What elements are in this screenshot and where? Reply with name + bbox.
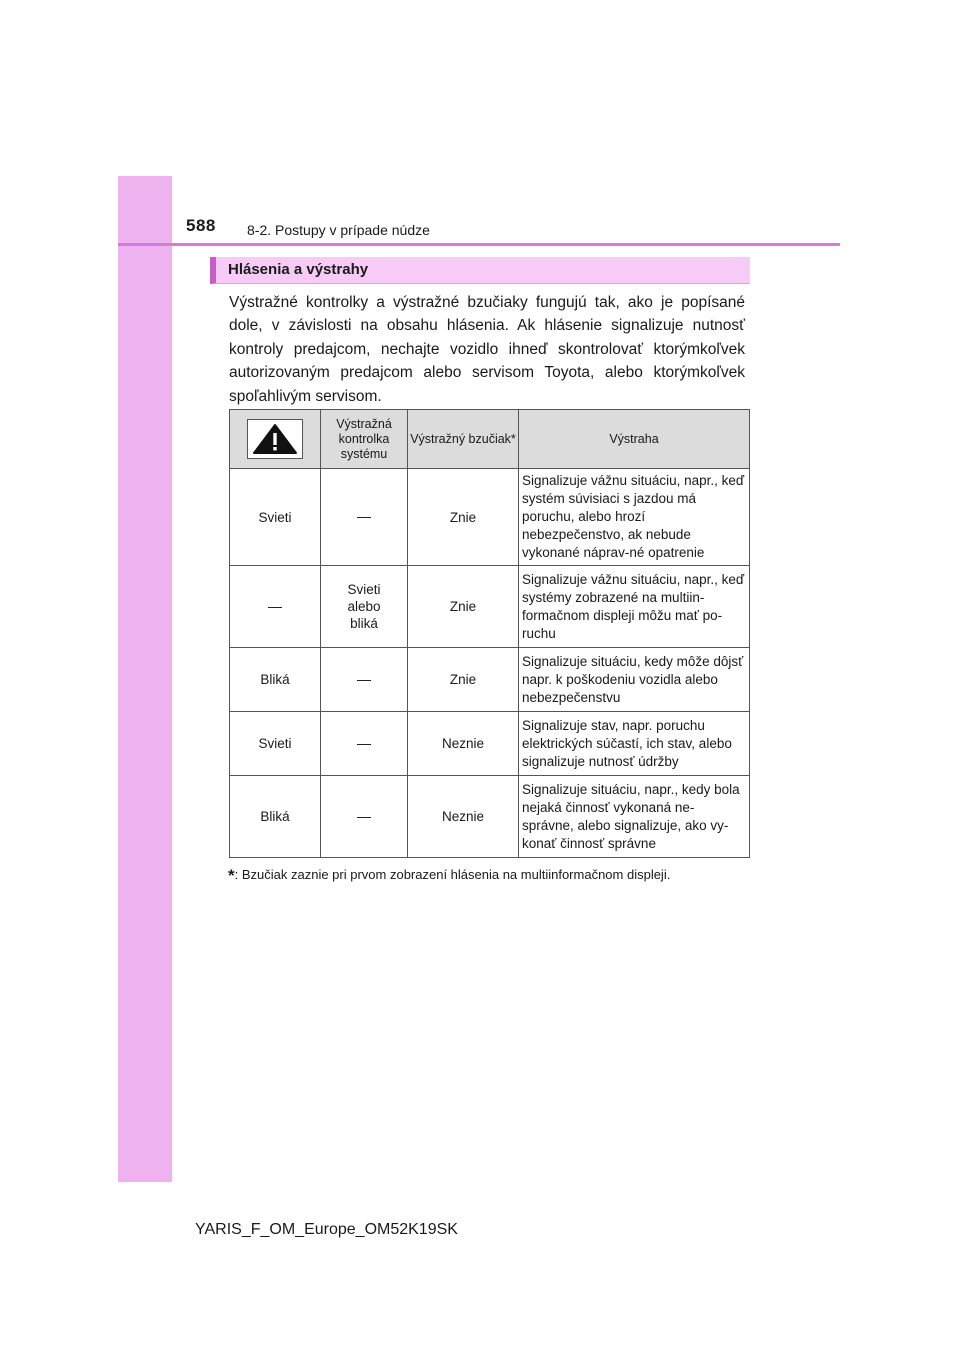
cell-buzzer: Neznie (408, 776, 519, 858)
dash-mark (357, 817, 371, 818)
cell-buzzer: Neznie (408, 712, 519, 776)
dash-mark (357, 744, 371, 745)
table-row (230, 712, 750, 776)
dash-mark (357, 680, 371, 681)
footnote-text: : Bzučiak zaznie pri prvom zobrazení hlásenia na multiinformačnom displeji. (234, 867, 671, 882)
cell-buzzer: Znie (408, 648, 519, 712)
chapter-title: 8-2. Postupy v prípade núdze (247, 222, 430, 238)
cell-warning: Signalizuje vážnu situáciu, napr., keď systém súvisiaci s jazdou má poruchu, alebo hrozí nebezpečenstvo, ak nebude vykonané náprav-né opatrenie (519, 469, 750, 566)
footnote-marker: * (228, 866, 235, 885)
cell-buzzer: Znie (408, 566, 519, 648)
page-number: 588 (186, 216, 216, 235)
cell-indicator (321, 712, 408, 776)
cell-warning: Signalizuje situáciu, kedy môže dôjsť napr. k poškodeniu vozidla alebo nebezpečenstvu (519, 648, 750, 712)
warning-table (229, 409, 750, 858)
table-row (230, 648, 750, 712)
cell-triangle: Svieti (230, 712, 321, 776)
cell-indicator (321, 469, 408, 566)
section-heading (210, 257, 750, 284)
cell-triangle: Bliká (230, 776, 321, 858)
dash-mark (268, 607, 282, 608)
header-triangle-cell (230, 410, 321, 469)
table-row (230, 566, 750, 648)
section-heading-text: Hlásenia a výstrahy (228, 261, 369, 278)
warning-triangle-icon (247, 419, 303, 459)
cell-buzzer: Znie (408, 469, 519, 566)
footnote (228, 866, 670, 886)
intro-paragraph: Výstražné kontrolky a výstražné bzučiaky fungujú tak, ako je popísané dole, v závislosti na obsahu hlásenia. Ak hlásenie signalizuje nutnosť kontroly predajcom, nechajte vozidlo ihneď skontrolovať ktorýmkoľvek autorizovaným predajcom alebo servisom Toyota, alebo ktorýmkoľvek spoľahlivým servisom. (229, 294, 745, 405)
cell-warning: Signalizuje situáciu, napr., kedy bola nejaká činnosť vykonaná ne-správne, alebo signalizuje, ako vy-konať činnosť správne (519, 776, 750, 858)
table-row (230, 469, 750, 566)
table-row (230, 776, 750, 858)
cell-indicator (321, 776, 408, 858)
header-buzzer: Výstražný bzučiak* (408, 410, 519, 469)
document-id: YARIS_F_OM_Europe_OM52K19SK (195, 1221, 458, 1238)
dash-mark (357, 517, 371, 518)
table-header-row (230, 410, 750, 469)
cell-indicator (321, 648, 408, 712)
cell-triangle: Bliká (230, 648, 321, 712)
header-indicator: Výstražná kontrolka systému (321, 410, 408, 469)
header-rule (118, 243, 840, 246)
cell-warning: Signalizuje vážnu situáciu, napr., keď systémy zobrazené na multiin-formačnom displeji môžu mať po-ruchu (519, 566, 750, 648)
cell-triangle (230, 566, 321, 648)
cell-indicator: Svieti alebo bliká (321, 566, 408, 648)
cell-triangle: Svieti (230, 469, 321, 566)
chapter-side-tab (118, 176, 172, 1182)
cell-warning: Signalizuje stav, napr. poruchu elektrických súčastí, ich stav, alebo signalizuje nutnosť údržby (519, 712, 750, 776)
header-warning: Výstraha (519, 410, 750, 469)
